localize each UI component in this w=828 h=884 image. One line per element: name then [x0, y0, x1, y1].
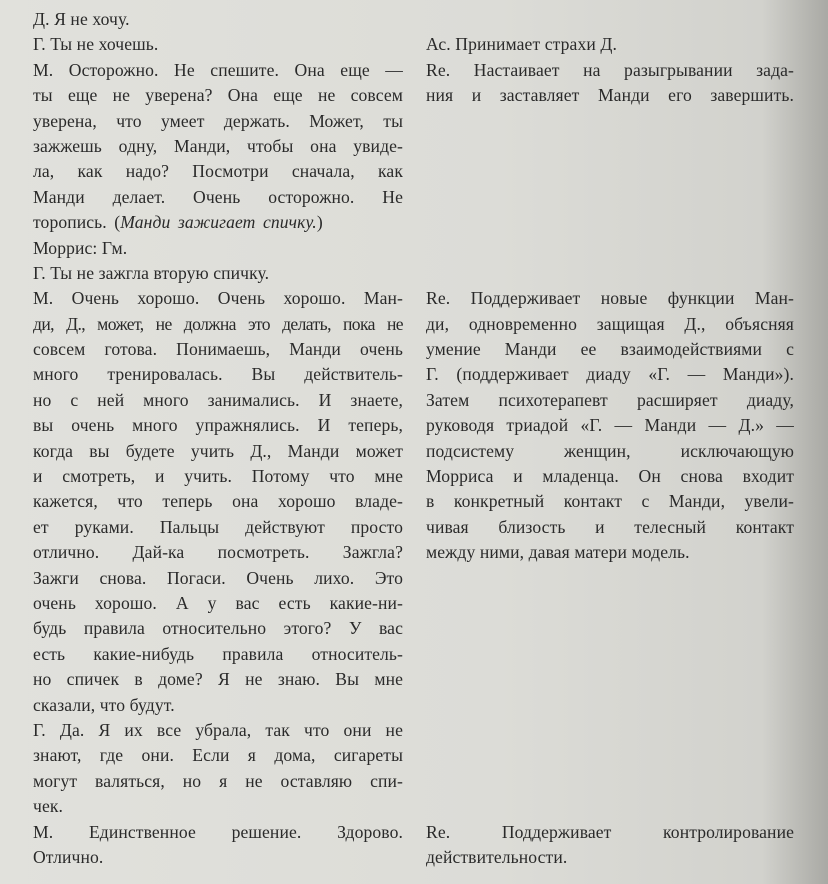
dialogue-line: но с ней много занимались. И знаете, — [33, 389, 403, 410]
dialogue-text: торопись. ( — [33, 212, 121, 233]
dialogue-line: есть какие-нибудь правила относитель- — [33, 643, 403, 664]
dialogue-line: сказали, что будут. — [33, 694, 175, 715]
dialogue-line: много тренировалась. Вы действитель- — [33, 364, 403, 385]
commentary-line: действительности. — [426, 846, 568, 867]
commentary-line: чивая близость и телесный контакт — [426, 516, 794, 537]
dialogue-line: кажется, что теперь она хорошо владе- — [33, 491, 403, 512]
dialogue-line: и смотреть, и учить. Потому что мне — [33, 466, 403, 487]
commentary-line: между ними, давая матери модель. — [426, 542, 690, 563]
dialogue-line: уверена, что умеет держать. Может, ты — [33, 110, 403, 131]
dialogue-line: Манди делает. Очень осторожно. Не — [33, 186, 403, 207]
dialogue-line: Зажги снова. Погаси. Очень лихо. Это — [33, 567, 403, 588]
dialogue-line: но спичек в доме? Я не знаю. Вы мне — [33, 669, 403, 690]
dialogue-line: ди, Д., может, не должна это делать, пока не — [33, 313, 403, 334]
commentary-line: ния и заставляет Манди его завершить. — [426, 85, 794, 106]
dialogue-line: М. Осторожно. Не спешите. Она еще — — [33, 59, 403, 80]
dialogue-line: могут валяться, но я не оставляю спи- — [33, 770, 403, 791]
dialogue-line: М. Единственное решение. Здорово. — [33, 821, 403, 842]
commentary-line: в конкретный контакт с Манди, увели- — [426, 491, 794, 512]
dialogue-line: когда вы будете учить Д., Манди может — [33, 440, 403, 461]
dialogue-line: Отлично. — [33, 846, 104, 867]
dialogue-line: очень хорошо. А у вас есть какие-ни- — [33, 592, 403, 613]
dialogue-line: Г. Ты не хочешь. — [33, 34, 159, 55]
dialogue-line: вы очень много упражнялись. И теперь, — [33, 415, 403, 436]
dialogue-line: ты еще не уверена? Она еще не совсем — [33, 85, 403, 106]
commentary-line: умение Манди ее взаимодействиями с — [426, 339, 794, 360]
dialogue-line — [33, 210, 403, 235]
commentary-column — [426, 7, 794, 870]
commentary-line: Re. Поддерживает контролирование — [426, 821, 794, 842]
dialogue-line: М. Очень хорошо. Очень хорошо. Ман- — [33, 288, 403, 309]
commentary-line: Затем психотерапевт расширяет диаду, — [426, 389, 794, 410]
dialogue-line: знают, где они. Если я дома, сигареты — [33, 745, 403, 766]
stage-direction: Манди зажигает спичку. — [120, 212, 317, 233]
dialogue-line: ла, как надо? Посмотри сначала, как — [33, 161, 403, 182]
dialogue-line: Г. Ты не зажгла вторую спичку. — [33, 262, 270, 283]
dialogue-line: будь правила относительно этого? У вас — [33, 618, 403, 639]
dialogue-line: Моррис: Гм. — [33, 237, 128, 258]
commentary-line: Re. Настаивает на разыгрывании зада- — [426, 59, 794, 80]
dialogue-line: отлично. Дай-ка посмотреть. Зажгла? — [33, 542, 403, 563]
commentary-line: Ас. Принимает страхи Д. — [426, 34, 617, 55]
dialogue-column — [33, 7, 403, 870]
dialogue-line: Д. Я не хочу. — [33, 9, 130, 29]
commentary-line: Re. Поддерживает новые функции Ман- — [426, 288, 794, 309]
commentary-line: ди, одновременно защищая Д., объясняя — [426, 313, 794, 334]
dialogue-line: ет руками. Пальцы действуют просто — [33, 516, 403, 537]
dialogue-line: Г. Да. Я их все убрала, так что они не — [33, 719, 403, 740]
commentary-line: руководя триадой «Г. — Манди — Д.» — — [426, 415, 794, 436]
dialogue-line: совсем готова. Понимаешь, Манди очень — [33, 339, 403, 360]
dialogue-line: зажжешь одну, Манди, чтобы она увиде- — [33, 135, 403, 156]
commentary-line: подсистему женщин, исключающую — [426, 440, 794, 461]
commentary-line: Г. (поддерживает диаду «Г. — Манди»). — [426, 364, 794, 385]
dialogue-text: ) — [316, 212, 323, 233]
commentary-line: Морриса и младенца. Он снова входит — [426, 466, 794, 487]
dialogue-line: чек. — [33, 796, 64, 817]
